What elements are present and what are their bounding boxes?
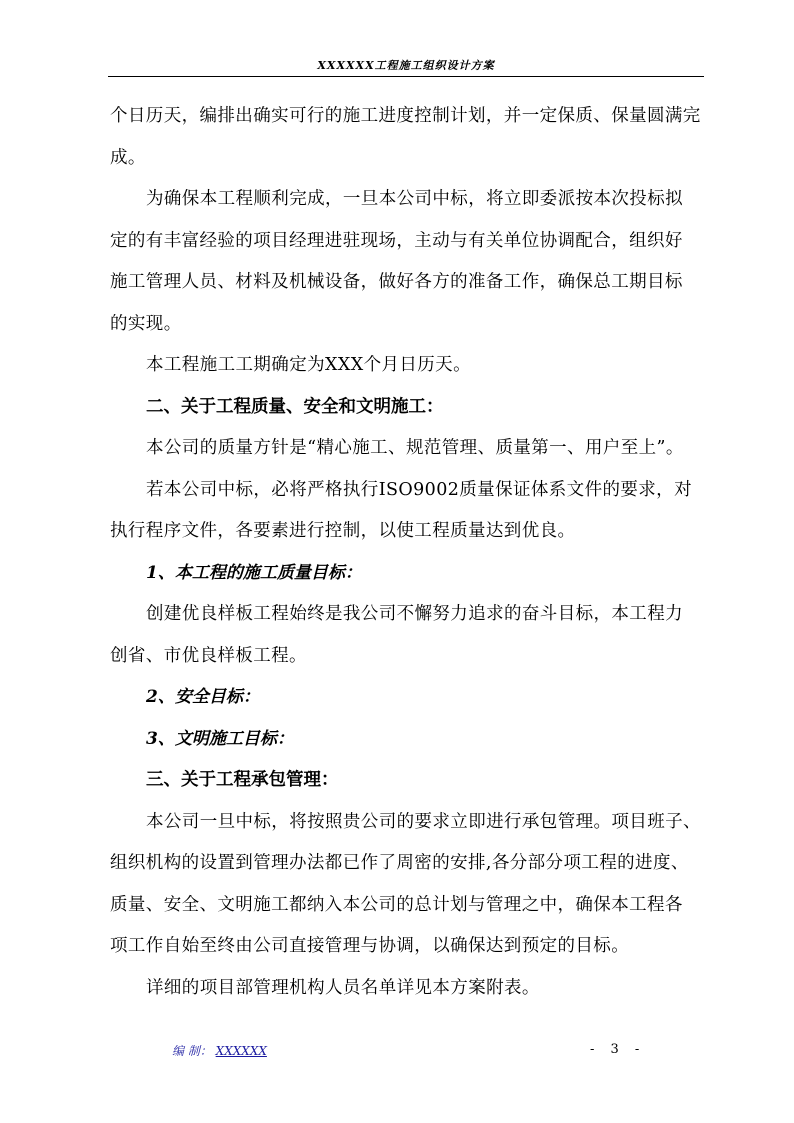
subheading-safety-target: 2、安全目标： bbox=[146, 687, 260, 707]
section-heading-quality-safety: 二、关于工程质量、安全和文明施工： bbox=[146, 396, 444, 417]
header-divider bbox=[108, 76, 704, 77]
paragraph-line: 为确保本工程顺利完成，一旦本公司中标，将立即委派按本次投标拟 bbox=[146, 189, 683, 209]
footer-editor-label: 编 制： bbox=[172, 1044, 212, 1058]
paragraph-line: 定的有丰富经验的项目经理进驻现场，主动与有关单位协调配合，组织好 bbox=[110, 230, 683, 251]
paragraph-line: 施工管理人员、材料及机械设备，做好各方的准备工作，确保总工期目标 bbox=[110, 272, 683, 292]
paragraph-line: 组织机构的设置到管理办法都已作了周密的安排,各分部分项工程的进度、 bbox=[110, 853, 689, 873]
paragraph-line: 创省、市优良样板工程。 bbox=[110, 645, 307, 666]
paragraph-line: 的实现。 bbox=[110, 313, 182, 334]
paragraph-line: 本公司一旦中标，将按照贵公司的要求立即进行承包管理。项目班子、 bbox=[146, 811, 701, 832]
paragraph-line: 创建优良样板工程始终是我公司不懈努力追求的奋斗目标，本工程力 bbox=[146, 604, 683, 624]
page-header-title: XXXXXX工程施工组织设计方案 bbox=[317, 59, 495, 72]
paragraph-line: 详细的项目部管理机构人员名单详见本方案附表。 bbox=[146, 977, 540, 998]
paragraph-line: 本公司的质量方针是“精心施工、规范管理、质量第一、用户至上”。 bbox=[146, 438, 684, 458]
paragraph-line: 项工作自始至终由公司直接管理与协调，以确保达到预定的目标。 bbox=[110, 936, 630, 956]
subheading-civilized-construction-target: 3、文明施工目标： bbox=[146, 728, 294, 749]
document-body bbox=[110, 96, 706, 1009]
footer-editor-value: XXXXXX bbox=[215, 1044, 267, 1058]
paragraph-line: 质量、安全、文明施工都纳入本公司的总计划与管理之中，确保本工程各 bbox=[110, 894, 683, 915]
subheading-quality-target: 1、本工程的施工质量目标： bbox=[146, 562, 362, 583]
section-heading-contract-management: 三、关于工程承包管理： bbox=[146, 770, 339, 790]
paragraph-line: 本工程施工工期确定为XXX个月日历天。 bbox=[146, 355, 471, 375]
paragraph-line: 若本公司中标，必将严格执行ISO9002质量保证体系文件的要求，对 bbox=[146, 479, 692, 500]
paragraph-line: 个日历天，编排出确实可行的施工进度控制计划，并一定保质、保量圆满完 bbox=[110, 106, 701, 126]
footer-editor bbox=[172, 1042, 267, 1059]
page-number: - 3 - bbox=[590, 1042, 646, 1057]
paragraph-line: 成。 bbox=[110, 147, 146, 168]
paragraph-line: 执行程序文件，各要素进行控制，以使工程质量达到优良。 bbox=[110, 521, 576, 541]
